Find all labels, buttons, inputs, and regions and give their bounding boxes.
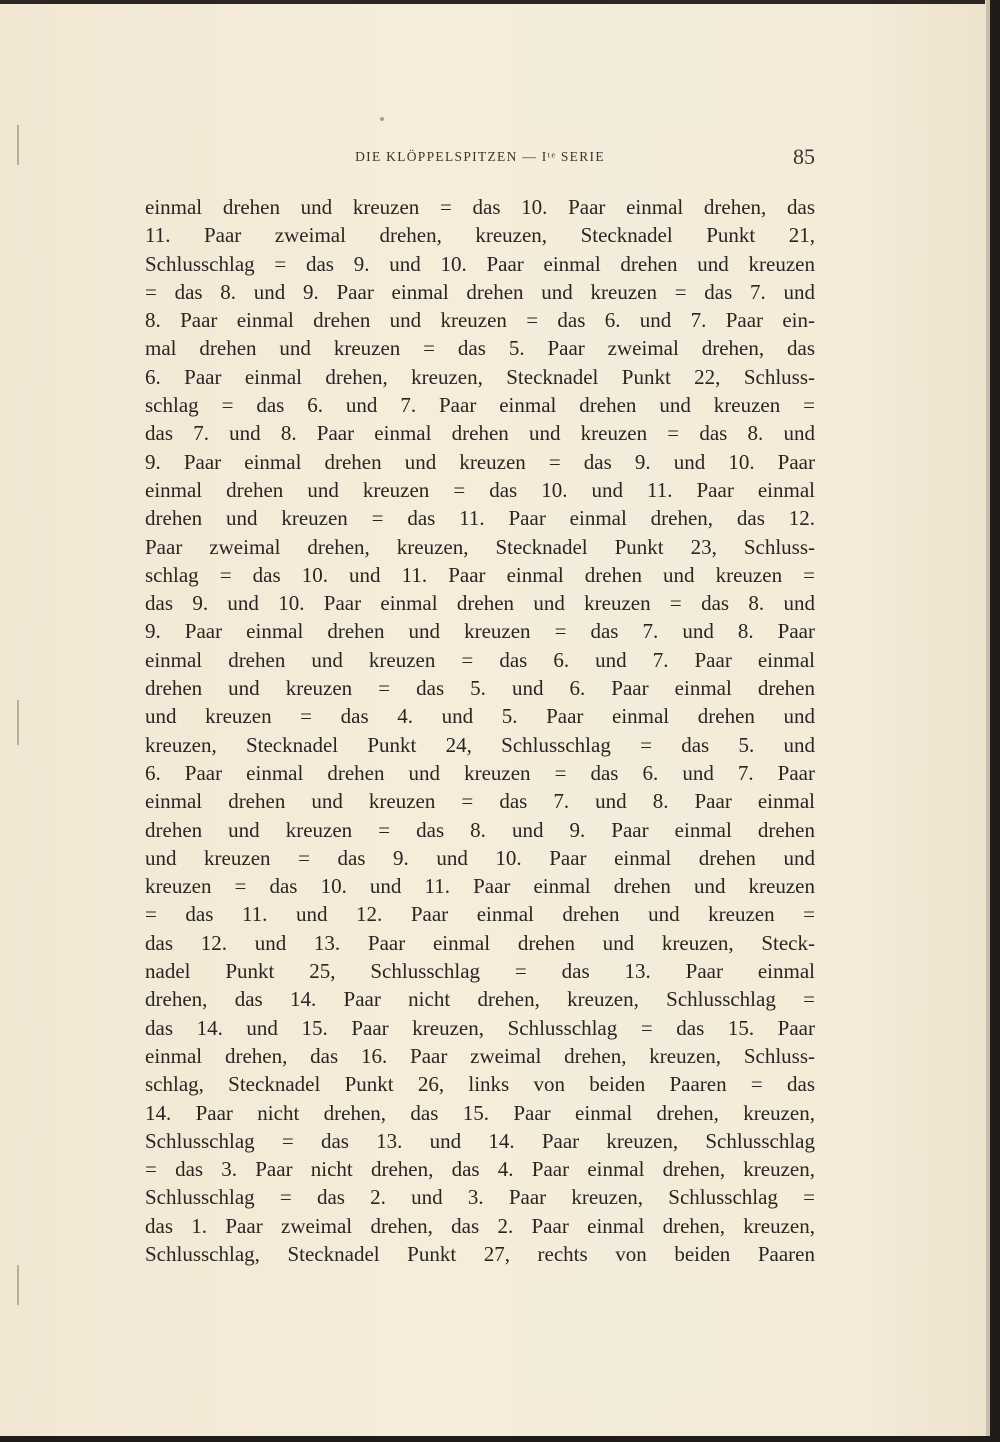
text-line: einmal drehen und kreuzen = das 6. und 7. Paar einmal <box>145 647 815 672</box>
text-line: das 7. und 8. Paar einmal drehen und kreuzen = das 8. und <box>145 421 815 446</box>
binding-mark <box>17 1265 19 1305</box>
text-line: einmal drehen, das 16. Paar zweimal drehen, kreuzen, Schluss- <box>145 1043 815 1068</box>
text-line: 6. Paar einmal drehen und kreuzen = das 6. und 7. Paar <box>145 760 815 785</box>
text-line: und kreuzen = das 4. und 5. Paar einmal drehen und <box>145 704 815 729</box>
text-line: drehen und kreuzen = das 5. und 6. Paar einmal drehen <box>145 676 815 701</box>
text-line: nadel Punkt 25, Schlusschlag = das 13. Paar einmal <box>145 959 815 984</box>
text-line: schlag, Stecknadel Punkt 26, links von beiden Paaren = das <box>145 1072 815 1097</box>
text-line: Schlusschlag = das 9. und 10. Paar einmal drehen und kreuzen <box>145 251 815 276</box>
text-line: Paar zweimal drehen, kreuzen, Stecknadel Punkt 23, Schluss- <box>145 534 815 559</box>
text-line: 9. Paar einmal drehen und kreuzen = das 9. und 10. Paar <box>145 449 815 474</box>
text-line: und kreuzen = das 9. und 10. Paar einmal drehen und <box>145 845 815 870</box>
text-line: das 14. und 15. Paar kreuzen, Schlusschlag = das 15. Paar <box>145 1015 815 1040</box>
binding-mark <box>17 125 19 165</box>
text-line: schlag = das 6. und 7. Paar einmal drehen und kreuzen = <box>145 393 815 418</box>
text-line: 11. Paar zweimal drehen, kreuzen, Stecknadel Punkt 21, <box>145 223 815 248</box>
page-bottom-edge <box>0 1436 1000 1442</box>
text-line: = das 3. Paar nicht drehen, das 4. Paar einmal drehen, kreuzen, <box>145 1157 815 1182</box>
body-text <box>145 193 815 1268</box>
running-title: DIE KLÖPPELSPITZEN — Iᵗᵉ SERIE <box>355 149 605 164</box>
text-line: mal drehen und kreuzen = das 5. Paar zweimal drehen, das <box>145 336 815 361</box>
page-number: 85 <box>793 144 815 169</box>
text-line: = das 8. und 9. Paar einmal drehen und kreuzen = das 7. und <box>145 279 815 304</box>
text-line: 6. Paar einmal drehen, kreuzen, Stecknadel Punkt 22, Schluss- <box>145 364 815 389</box>
text-line: 8. Paar einmal drehen und kreuzen = das 6. und 7. Paar ein- <box>145 308 815 333</box>
text-line: kreuzen, Stecknadel Punkt 24, Schlusschlag = das 5. und <box>145 732 815 757</box>
text-line: = das 11. und 12. Paar einmal drehen und kreuzen = <box>145 902 815 927</box>
text-line: drehen und kreuzen = das 8. und 9. Paar einmal drehen <box>145 817 815 842</box>
text-line: Schlusschlag, Stecknadel Punkt 27, rechts von beiden Paaren <box>145 1241 815 1266</box>
text-line: 14. Paar nicht drehen, das 15. Paar einmal drehen, kreuzen, <box>145 1100 815 1125</box>
text-line: kreuzen = das 10. und 11. Paar einmal drehen und kreuzen <box>145 874 815 899</box>
text-line: 9. Paar einmal drehen und kreuzen = das 7. und 8. Paar <box>145 619 815 644</box>
text-line: Schlusschlag = das 2. und 3. Paar kreuzen, Schlusschlag = <box>145 1185 815 1210</box>
page-top-edge <box>0 0 985 4</box>
text-line: einmal drehen und kreuzen = das 7. und 8. Paar einmal <box>145 789 815 814</box>
text-line: das 12. und 13. Paar einmal drehen und kreuzen, Steck- <box>145 930 815 955</box>
text-line: das 9. und 10. Paar einmal drehen und kreuzen = das 8. und <box>145 591 815 616</box>
print-speck <box>380 117 384 121</box>
text-line: einmal drehen und kreuzen = das 10. und 11. Paar einmal <box>145 477 815 502</box>
page-right-edge <box>990 0 1000 1442</box>
text-line: schlag = das 10. und 11. Paar einmal drehen und kreuzen = <box>145 562 815 587</box>
text-line: drehen und kreuzen = das 11. Paar einmal drehen, das 12. <box>145 506 815 531</box>
text-line: Schlusschlag = das 13. und 14. Paar kreuzen, Schlusschlag <box>145 1128 815 1153</box>
text-line: das 1. Paar zweimal drehen, das 2. Paar einmal drehen, kreuzen, <box>145 1213 815 1238</box>
binding-mark <box>17 700 19 745</box>
text-line: drehen, das 14. Paar nicht drehen, kreuzen, Schlusschlag = <box>145 987 815 1012</box>
running-head <box>145 146 815 170</box>
text-line: einmal drehen und kreuzen = das 10. Paar einmal drehen, das <box>145 195 815 219</box>
